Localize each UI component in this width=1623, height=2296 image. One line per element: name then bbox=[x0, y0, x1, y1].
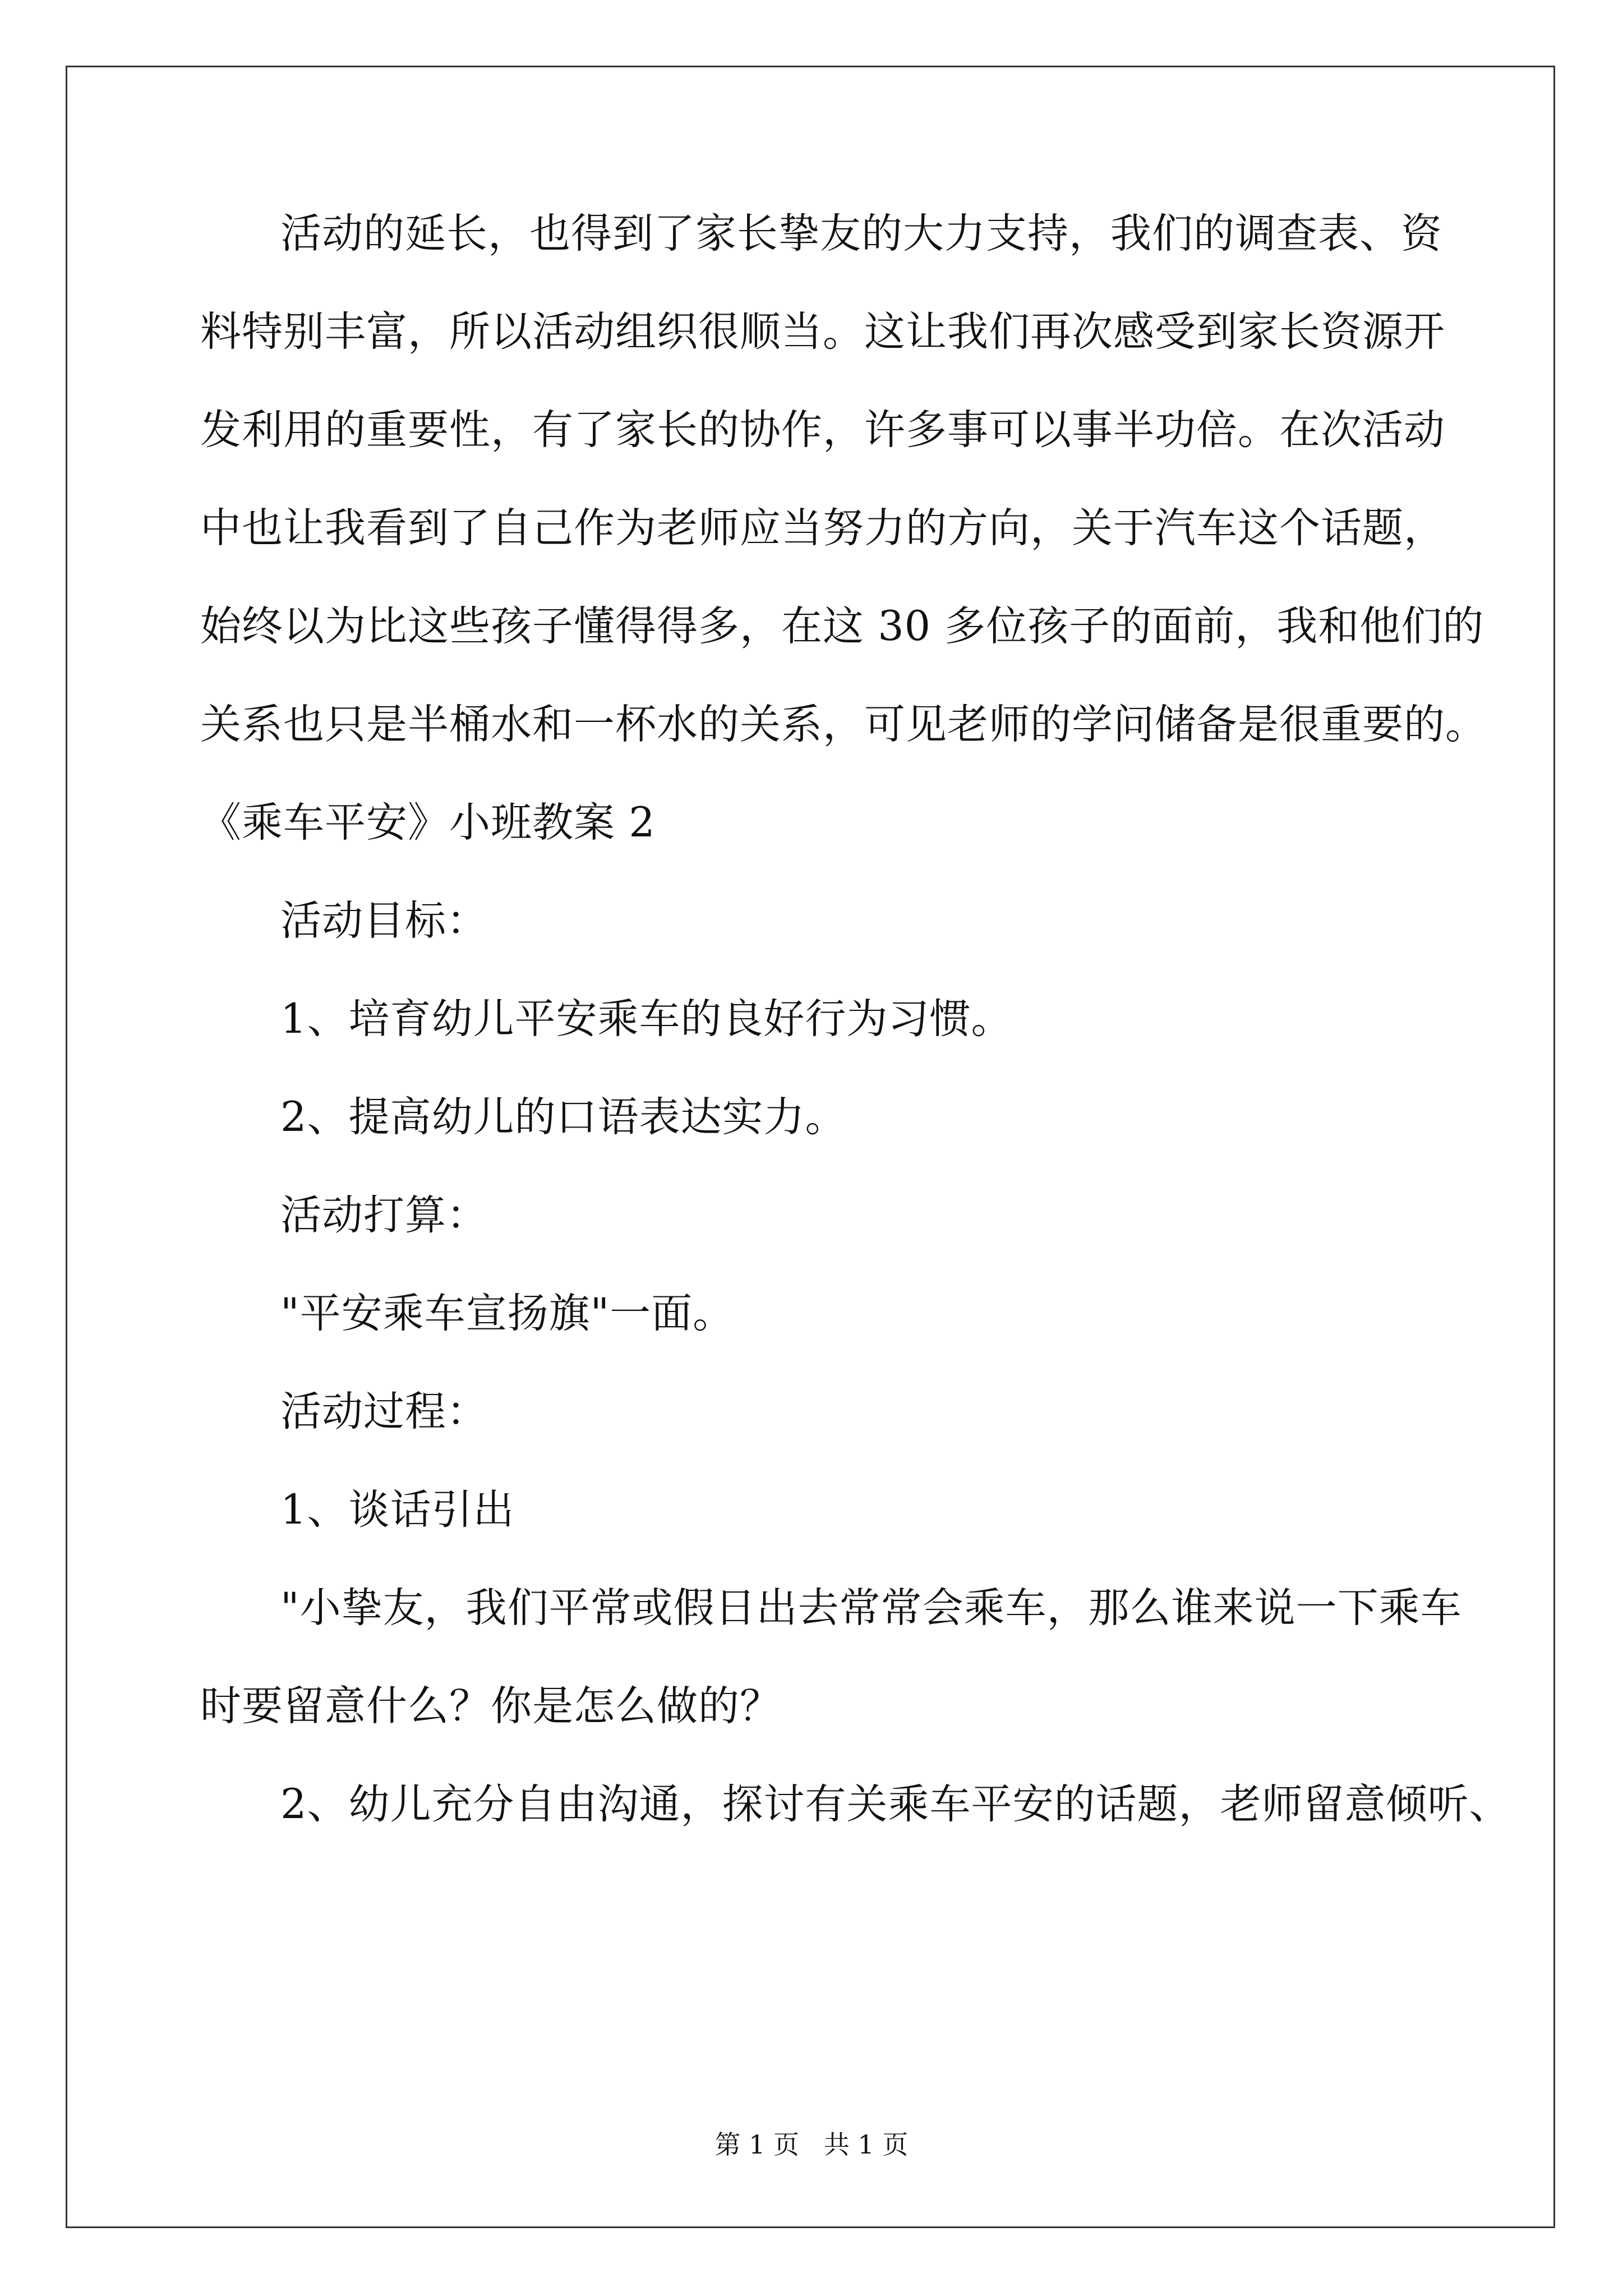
text-line-14: 1、谈话引出 bbox=[280, 1486, 515, 1534]
text-line-8: 活动目标： bbox=[280, 897, 488, 945]
text-line-12: "平安乘车宣扬旗"一面。 bbox=[280, 1290, 735, 1337]
text-line-1: 活动的延长，也得到了家长挚友的大力支持，我们的调查表、资 bbox=[280, 210, 1442, 257]
text-line-9: 1、培育幼儿平安乘车的良好行为习惯。 bbox=[280, 995, 1013, 1043]
text-line-17: 2、幼儿充分自由沟通，探讨有关乘车平安的话题，老师留意倾听、 bbox=[280, 1780, 1511, 1828]
text-line-3: 发利用的重要性，有了家长的协作，许多事可以事半功倍。在次活动 bbox=[200, 406, 1445, 454]
page-footer: 第 1 页 共 1 页 bbox=[714, 2129, 909, 2160]
text-line-4: 中也让我看到了自己作为老师应当努力的方向，关于汽车这个话题， bbox=[200, 504, 1445, 552]
section-heading: 《乘车平安》小班教案 2 bbox=[200, 799, 656, 846]
text-line-5: 始终以为比这些孩子懂得得多，在这 30 多位孩子的面前，我和他们的 bbox=[200, 602, 1484, 650]
text-line-10: 2、提高幼儿的口语表达实力。 bbox=[280, 1093, 847, 1141]
text-line-2: 料特别丰富，所以活动组织很顺当。这让我们再次感受到家长资源开 bbox=[200, 308, 1445, 356]
page-border bbox=[66, 66, 1555, 2228]
text-line-13: 活动过程： bbox=[280, 1388, 488, 1435]
text-line-6: 关系也只是半桶水和一杯水的关系，可见老师的学问储备是很重要的。 bbox=[200, 701, 1487, 748]
text-line-11: 活动打算： bbox=[280, 1191, 488, 1239]
text-line-15: "小挚友，我们平常或假日出去常常会乘车，那么谁来说一下乘车 bbox=[280, 1584, 1462, 1632]
text-line-16: 时要留意什么？你是怎么做的？ bbox=[200, 1682, 781, 1730]
